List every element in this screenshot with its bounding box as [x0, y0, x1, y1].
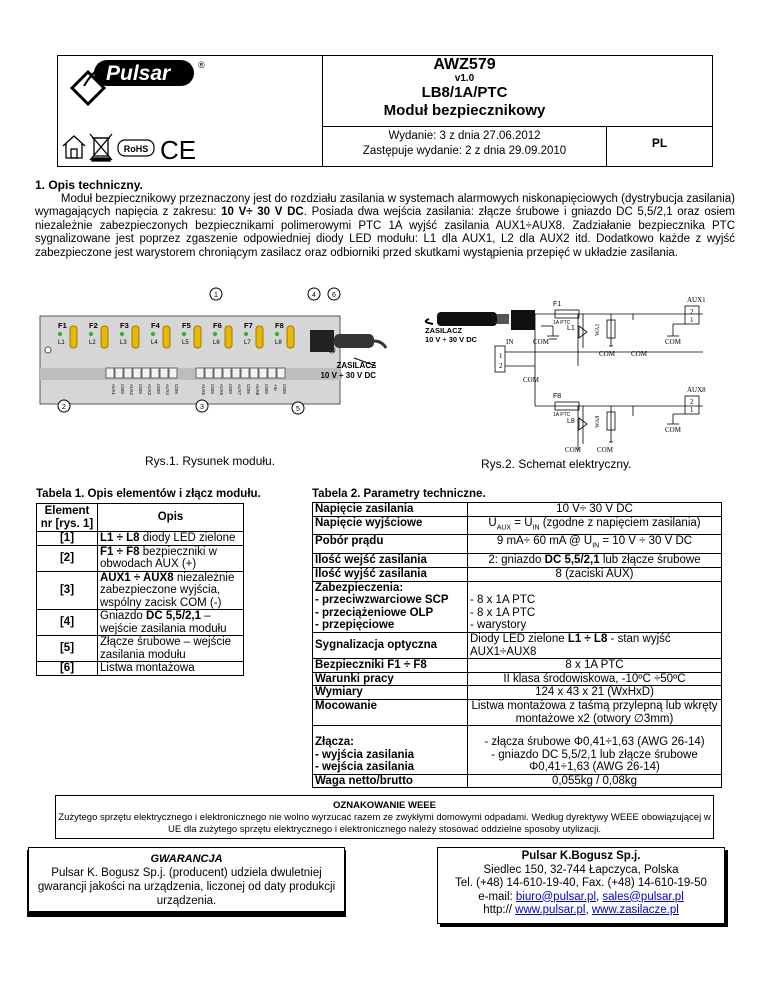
led-indicator-icon	[89, 332, 93, 336]
language-code: PL	[651, 136, 668, 150]
screw-terminal-icon	[250, 368, 258, 378]
terminal-label: AUX5	[201, 384, 206, 395]
svg-text:COM: COM	[631, 350, 647, 358]
fuse-label: F1	[58, 321, 67, 330]
table-row: [1] L1 ÷ L8 diody LED zielone	[37, 532, 244, 546]
svg-text:COM: COM	[597, 446, 613, 454]
led-label: L8	[275, 340, 282, 346]
led-indicator-icon	[120, 332, 124, 336]
table-row: Pobór prądu 9 mA÷ 60 mA @ $U_{IN} = 10$ V ÷ 30 V DC	[313, 535, 722, 554]
svg-text:WA8: WA8	[595, 415, 601, 428]
terminal-label: AUX3	[147, 384, 152, 395]
svg-text:®: ®	[198, 60, 205, 70]
screw-terminal-icon	[169, 368, 177, 378]
terminal-label: COM	[120, 384, 125, 394]
screw-terminal-icon	[241, 368, 249, 378]
description-paragraph: Moduł bezpiecznikowy przeznaczony jest do rozdziału zasilania w systemach alarmowych niskonapięciowych (dystrybucja zasilania) wymagających napięcia z zakresu: 10 V÷ 30 V DC. Posiada dwa wejścia zasilania: złącze śrubowe i gniazdo DC 5,5/2,1 oraz osiem niezależnie zabezpieczonych bezpiecznikami polimerowymi PTC 1A wyjść zasilania AUX1÷AUX8. Zadziałanie bezpiecznika PTC sygnalizowane jest poprzez zgaszenie odpowiedniej diody LED modułu: L1 dla AUX1, L2 dla AUX2 itd. Dodatkowo każde z wyjść zabezpieczone jest warystorem chroniącym zasilacz oraz odbiorniki przed skutkami wystąpienia przepięć w układzie zasilania.	[35, 193, 735, 259]
ptc-fuse-icon	[225, 326, 232, 348]
terminal-label: COM	[246, 384, 251, 394]
led-label: L3	[120, 340, 127, 346]
terminal-label: +IN	[273, 384, 278, 391]
ptc-fuse-icon	[70, 326, 77, 348]
email-link-biuro[interactable]: biuro@pulsar.pl	[515, 890, 597, 903]
callout-number: 2	[62, 404, 66, 411]
svg-text:L1: L1	[567, 325, 575, 332]
callout-number: 3	[200, 404, 204, 411]
module-drawing	[36, 286, 388, 424]
led-indicator-icon	[58, 332, 62, 336]
version: v1.0	[454, 73, 475, 84]
screw-terminal-icon	[133, 368, 141, 378]
fuse-label: F3	[120, 321, 129, 330]
screw-terminal-icon	[196, 368, 204, 378]
elements-table	[36, 503, 244, 676]
svg-text:2: 2	[499, 362, 503, 370]
table-row: Sygnalizacja optyczna Diody LED zielone L1 ÷ L8 - stan wyjść AUX1÷AUX8	[313, 632, 722, 658]
table-row: [3] AUX1 ÷ AUX8 niezależnie zabezpieczone wyjścia, wspólny zacisk COM (-)	[37, 571, 244, 610]
svg-text:COM: COM	[599, 350, 615, 358]
figure1-caption: Rys.1. Rysunek modułu.	[145, 454, 276, 468]
fuse-label: F2	[89, 321, 98, 330]
supply-label: ZASILACZ	[336, 361, 376, 370]
screw-terminal-icon	[151, 368, 159, 378]
ce-mark-icon	[160, 135, 196, 162]
table-row: Napięcie wyjściowe $U_{AUX} = U_{IN}$ (zgodne z napięciem zasilania)	[313, 516, 722, 535]
rohs-badge	[118, 140, 154, 156]
screw-terminal-icon	[160, 368, 168, 378]
screw-terminal-icon	[277, 368, 285, 378]
table-row: Napięcie zasilania 10 V÷ 30 V DC	[313, 503, 722, 517]
weee-bin-icon	[90, 134, 112, 161]
table-row: [6] Listwa montażowa	[37, 662, 244, 676]
led-indicator-icon	[275, 332, 279, 336]
terminal-label: AUX2	[129, 384, 134, 395]
terminal-label: COM	[138, 384, 143, 394]
ptc-fuse-icon	[287, 326, 294, 348]
svg-text:1: 1	[690, 316, 694, 324]
sch-supply-range: 10 V ÷ 30 V DC	[425, 335, 478, 344]
svg-text:COM: COM	[533, 338, 549, 346]
led-label: L2	[89, 340, 96, 346]
led-label: L6	[213, 340, 220, 346]
svg-text:F8: F8	[553, 393, 562, 400]
table-row: Bezpieczniki F1 ÷ F8 8 x 1A PTC	[313, 659, 722, 673]
screw-terminal-icon	[268, 368, 276, 378]
led-indicator-icon	[151, 332, 155, 336]
electrical-schematic	[403, 286, 719, 456]
led-indicator-icon	[244, 332, 248, 336]
document-header	[57, 55, 713, 167]
ptc-fuse-icon	[163, 326, 170, 348]
table2-title: Tabela 2. Parametry techniczne.	[312, 488, 486, 500]
svg-text:1A PTC: 1A PTC	[553, 320, 571, 326]
fuse-label: F8	[275, 321, 284, 330]
screw-terminal-icon	[106, 368, 114, 378]
svg-text:AUX1: AUX1	[687, 296, 706, 304]
terminal-label: AUX8	[255, 384, 260, 395]
callout-number: 5	[296, 406, 300, 413]
terminal-label: COM	[264, 384, 269, 394]
website-link-pulsar[interactable]: www.pulsar.pl	[515, 904, 586, 916]
dc-plug	[334, 334, 374, 348]
table-row: Złącza: - wyjścia zasilania - wejścia zasilania - złącza śrubowe Φ0,41÷1,63 (AWG 26-14) - gniazdo DC 5,5/2,1 lub złącze śrubowe Φ0,41÷1,63 (AWG 26-14)	[313, 726, 722, 775]
pulsar-logo	[58, 56, 234, 136]
screw-terminal-icon	[214, 368, 222, 378]
led-indicator-icon	[213, 332, 217, 336]
screw-terminal-icon	[223, 368, 231, 378]
svg-text:2: 2	[690, 398, 694, 406]
table-row: Wymiary 124 x 43 x 21 (WxHxD)	[313, 686, 722, 700]
svg-text:AUX8: AUX8	[687, 386, 706, 394]
terminal-label: AUX7	[237, 384, 242, 395]
parameters-table	[312, 502, 722, 788]
table1-title: Tabela 1. Opis elementów i złącz modułu.	[36, 488, 261, 500]
terminal-label: AUX1	[111, 384, 116, 395]
guarantee-box: GWARANCJA Pulsar K. Bogusz Sp.j. (producent) udziela dwuletniej gwarancji jakości na urządzenia, liczonej od daty produkcji urządzenia.	[28, 847, 345, 912]
supply-range: 10 V ÷ 30 V DC	[320, 371, 376, 380]
dc-socket	[310, 330, 334, 352]
brand-text: Pulsar	[106, 62, 171, 85]
table-row: Zabezpieczenia: - przeciwzwarciowe SCP - przeciążeniowe OLP - przepięciowe - 8 x 1A PTC - 8 x 1A PTC - warystory	[313, 581, 722, 632]
svg-text:COM: COM	[665, 426, 681, 434]
fuse-label: F7	[244, 321, 253, 330]
terminal-label: COM	[282, 384, 287, 394]
table-row: [4] Gniazdo DC 5,5/2,1 – wejście zasilania modułu	[37, 610, 244, 636]
table-row: Waga netto/brutto 0,055kg / 0,08kg	[313, 774, 722, 788]
svg-text:COM: COM	[565, 446, 581, 454]
terminal-label: COM	[210, 384, 215, 394]
led-label: L7	[244, 340, 251, 346]
svg-text:1: 1	[499, 352, 503, 360]
svg-text:F1: F1	[553, 301, 562, 308]
ptc-fuse-icon	[256, 326, 263, 348]
svg-text:IN: IN	[506, 338, 514, 346]
ptc-fuse-icon	[194, 326, 201, 348]
table-row: Warunki pracy II klasa środowiskowa, -10ºC ÷50ºC	[313, 672, 722, 686]
model-number: AWZ579	[433, 56, 496, 73]
table-row: Mocowanie Listwa montażowa z taśmą przylepną lub wkręty montażowe x2 (otwory ∅3mm)	[313, 699, 722, 725]
table-row: Ilość wejść zasilania 2: gniazdo DC 5,5/2,1 lub złącze śrubowe	[313, 554, 722, 568]
callout-number: 4	[312, 292, 316, 299]
fuse-label: F5	[182, 321, 191, 330]
email-link-sales[interactable]: sales@pulsar.pl	[602, 890, 684, 903]
svg-text:CE: CE	[160, 135, 197, 162]
svg-text:2: 2	[690, 308, 694, 316]
ptc-fuse-icon	[101, 326, 108, 348]
section-title: 1. Opis techniczny.	[35, 178, 143, 192]
led-label: L5	[182, 340, 189, 346]
fuse-label: F6	[213, 321, 222, 330]
screw-terminal-icon	[115, 368, 123, 378]
svg-text:COM: COM	[665, 338, 681, 346]
screw-terminal-icon	[142, 368, 150, 378]
table-row: [5] Złącze śrubowe – wejście zasilania modułu	[37, 636, 244, 662]
ptc-fuse-icon	[132, 326, 139, 348]
table-row: [2] F1 ÷ F8 bezpieczniki w obwodach AUX (+)	[37, 545, 244, 571]
weee-notice: OZNAKOWANIE WEEE Zużytego sprzętu elektrycznego i elektronicznego nie wolno wyrzucać razem ze zwykłymi domowymi odpadami. Według dyrektywy WEEE obowiązującej w UE dla zużytego sprzętu elektrycznego i elektronicznego należy stosować oddzielne sposoby utylizacji.	[55, 795, 714, 839]
product-title: LB8/1A/PTC Moduł bezpiecznikowy	[383, 84, 546, 119]
screw-terminal-icon	[205, 368, 213, 378]
certification-marks	[60, 128, 220, 162]
house-icon	[63, 136, 85, 158]
led-label: L4	[151, 340, 158, 346]
contact-box: Pulsar K.Bogusz Sp.j. Siedlec 150, 32-744 Łapczyca, Polska Tel. (+48) 14-610-19-40, Fax. (+48) 14-610-19-50 e-mail: biuro@pulsar.pl, sales@pulsar.pl http:// www.pulsar.pl, www.zasilacze.pl	[437, 847, 725, 924]
terminal-label: COM	[174, 384, 179, 394]
terminal-label: COM	[156, 384, 161, 394]
svg-text:1A PTC: 1A PTC	[553, 412, 571, 418]
table-row: Element nr [rys. 1] Opis	[37, 504, 244, 532]
fuse-label: F4	[151, 321, 160, 330]
svg-text:COM: COM	[523, 376, 539, 384]
figure2-caption: Rys.2. Schemat elektryczny.	[481, 457, 632, 471]
callout-number: 1	[214, 292, 218, 299]
edition-info: Wydanie: 3 z dnia 27.06.2012 Zastępuje wydanie: 2 z dnia 29.09.2010	[362, 130, 567, 157]
svg-text:RoHS: RoHS	[123, 144, 149, 154]
svg-text:WA1: WA1	[595, 323, 601, 336]
terminal-label: COM	[228, 384, 233, 394]
screw-terminal-icon	[124, 368, 132, 378]
website-link-zasilacze[interactable]: www.zasilacze.pl	[591, 904, 679, 916]
terminal-label: AUX4	[165, 384, 170, 395]
callout-number: 6	[332, 292, 336, 299]
sch-supply-label: ZASILACZ	[425, 326, 463, 335]
screw-terminal-icon	[259, 368, 267, 378]
table-row: Ilość wyjść zasilania 8 (zaciski AUX)	[313, 567, 722, 581]
svg-text:L8: L8	[567, 418, 575, 425]
led-label: L1	[58, 340, 65, 346]
screw-terminal-icon	[232, 368, 240, 378]
led-indicator-icon	[182, 332, 186, 336]
svg-text:1: 1	[690, 406, 694, 414]
terminal-label: AUX6	[219, 384, 224, 395]
